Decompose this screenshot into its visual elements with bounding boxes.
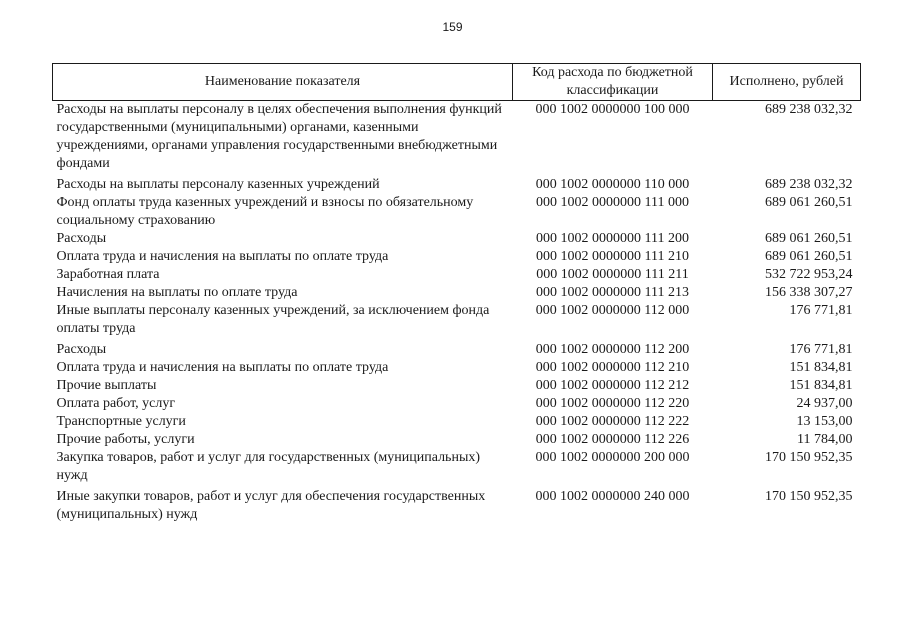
cell-code: 000 1002 0000000 100 000 bbox=[535, 102, 690, 117]
table-row bbox=[53, 395, 861, 413]
table-row bbox=[53, 377, 861, 395]
header-name: Наименование показателя bbox=[53, 64, 513, 101]
table-header bbox=[53, 64, 861, 101]
cell-amount: 156 338 307,27 bbox=[765, 285, 853, 300]
cell-amount: 151 834,81 bbox=[789, 360, 853, 375]
cell-name: Оплата труда и начисления на выплаты по оплате труда bbox=[56, 249, 389, 264]
cell-name: Оплата труда и начисления на выплаты по оплате труда bbox=[56, 360, 389, 375]
cell-amount: 176 771,81 bbox=[789, 342, 853, 357]
table-row bbox=[53, 230, 861, 248]
header-amount: Исполнено, рублей bbox=[713, 64, 861, 101]
table-row bbox=[53, 488, 861, 524]
cell-amount: 151 834,81 bbox=[789, 378, 853, 393]
table-row bbox=[53, 101, 861, 177]
cell-amount: 689 061 260,51 bbox=[765, 195, 853, 210]
cell-code: 000 1002 0000000 240 000 bbox=[535, 489, 690, 504]
cell-amount: 24 937,00 bbox=[796, 396, 853, 411]
table-row bbox=[53, 248, 861, 266]
cell-code: 000 1002 0000000 112 200 bbox=[535, 342, 690, 357]
cell-name: Расходы bbox=[56, 231, 107, 246]
table-row bbox=[53, 449, 861, 488]
cell-amount: 689 061 260,51 bbox=[765, 249, 853, 264]
cell-name: Прочие выплаты bbox=[56, 378, 157, 393]
table-body bbox=[53, 101, 861, 525]
cell-code: 000 1002 0000000 111 211 bbox=[536, 267, 689, 282]
cell-name: Расходы bbox=[56, 342, 107, 357]
cell-code: 000 1002 0000000 111 213 bbox=[536, 285, 689, 300]
table-row bbox=[53, 284, 861, 302]
cell-code: 000 1002 0000000 200 000 bbox=[535, 450, 690, 465]
cell-name: Заработная плата bbox=[56, 267, 160, 282]
cell-name: Иные выплаты персоналу казенных учреждений, за исключением фонда оплаты труда bbox=[56, 303, 490, 336]
cell-amount: 13 153,00 bbox=[796, 414, 853, 429]
cell-name: Прочие работы, услуги bbox=[56, 432, 195, 447]
cell-code: 000 1002 0000000 110 000 bbox=[535, 177, 690, 192]
cell-code: 000 1002 0000000 111 000 bbox=[536, 195, 689, 210]
cell-code: 000 1002 0000000 112 226 bbox=[535, 432, 690, 447]
cell-name: Фонд оплаты труда казенных учреждений и взносы по обязательному социальному страхованию bbox=[56, 195, 474, 228]
table-row bbox=[53, 431, 861, 449]
cell-amount: 689 061 260,51 bbox=[765, 231, 853, 246]
cell-code: 000 1002 0000000 112 220 bbox=[535, 396, 690, 411]
cell-name: Транспортные услуги bbox=[56, 414, 186, 429]
cell-amount: 11 784,00 bbox=[797, 432, 853, 447]
cell-name: Расходы на выплаты персоналу в целях обеспечения выполнения функций государственными (муниципальными) органами, казенными учреждениями, органами управления государственными внебюджетными фондами bbox=[56, 102, 502, 171]
cell-amount: 176 771,81 bbox=[789, 303, 853, 318]
cell-amount: 170 150 952,35 bbox=[765, 450, 853, 465]
table-row bbox=[53, 266, 861, 284]
cell-code: 000 1002 0000000 112 000 bbox=[535, 303, 690, 318]
header-row bbox=[53, 64, 861, 101]
page-number: 159 bbox=[442, 20, 463, 34]
cell-code: 000 1002 0000000 111 210 bbox=[536, 249, 689, 264]
table-row bbox=[53, 413, 861, 431]
cell-amount: 689 238 032,32 bbox=[765, 102, 853, 117]
cell-code: 000 1002 0000000 112 212 bbox=[535, 378, 690, 393]
table-row bbox=[53, 194, 861, 230]
table-row bbox=[53, 302, 861, 341]
cell-code: 000 1002 0000000 111 200 bbox=[536, 231, 689, 246]
cell-amount: 689 238 032,32 bbox=[765, 177, 853, 192]
cell-name: Начисления на выплаты по оплате труда bbox=[56, 285, 298, 300]
cell-amount: 532 722 953,24 bbox=[765, 267, 853, 282]
cell-code: 000 1002 0000000 112 210 bbox=[535, 360, 690, 375]
cell-name: Иные закупки товаров, работ и услуг для обеспечения государственных (муниципальных) нужд bbox=[56, 489, 486, 522]
header-code: Код расхода по бюджетной классификации bbox=[513, 64, 713, 101]
cell-name: Оплата работ, услуг bbox=[56, 396, 176, 411]
cell-name: Расходы на выплаты персоналу казенных учреждений bbox=[56, 177, 380, 192]
table-row bbox=[53, 359, 861, 377]
cell-amount: 170 150 952,35 bbox=[765, 489, 853, 504]
budget-table bbox=[52, 63, 861, 524]
table-row bbox=[53, 341, 861, 359]
cell-code: 000 1002 0000000 112 222 bbox=[535, 414, 690, 429]
cell-name: Закупка товаров, работ и услуг для государственных (муниципальных) нужд bbox=[56, 450, 481, 483]
table-row bbox=[53, 176, 861, 194]
